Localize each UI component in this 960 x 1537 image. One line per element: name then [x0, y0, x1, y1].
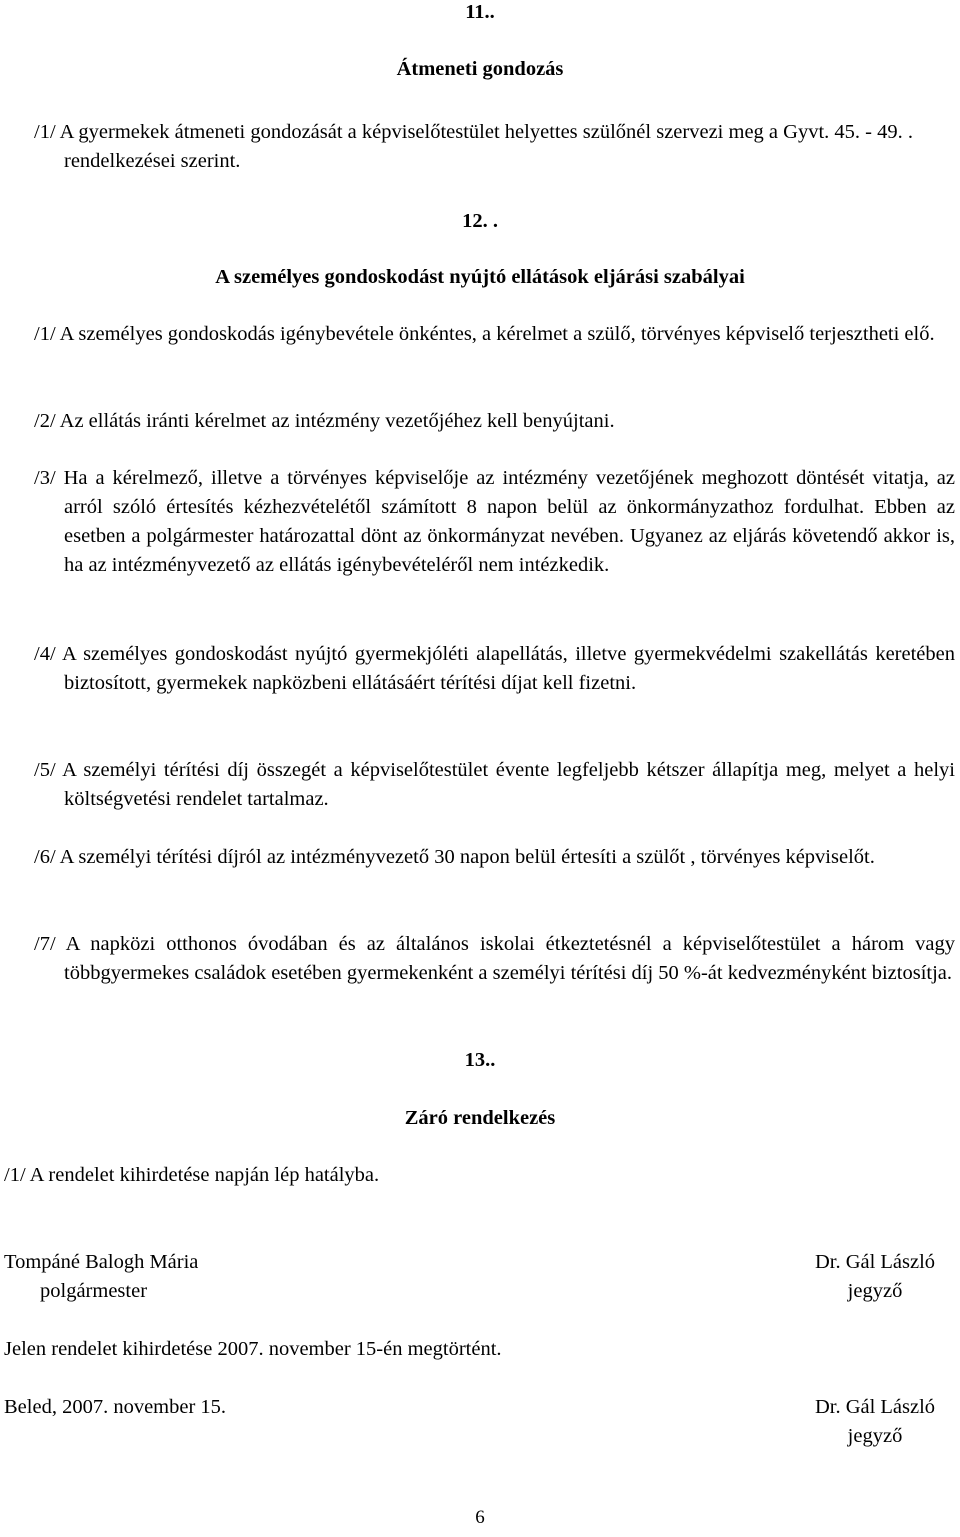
- notary-name: Dr. Gál László: [814, 1251, 936, 1273]
- section-12-paragraph-6: /6/ A személyi térítési díjról az intézményvezető 30 napon belül értesíti a szülőt , törvényes képviselőt.: [34, 846, 875, 868]
- section-13-number: 13..: [464, 1049, 496, 1071]
- section-12-number: 12. .: [462, 210, 498, 232]
- section-12-paragraph-3: /3/ Ha a kérelmező, illetve a törvényes képviselője az intézmény vezetőjének meghozott döntését vitatja, az arról szóló értesítés kézhezvételétől számított 8 napon belül az önkormányzathoz fordulhat. Ebben az esetben a polgármester határozattal dönt az önkormányzat nevében. Ugyanez az eljárás követendő akkor is, ha az intézményvezető az ellátás igénybevételéről nem intézkedik.: [34, 467, 955, 576]
- section-12-title: A személyes gondoskodást nyújtó ellátások eljárási szabályai: [215, 266, 745, 288]
- mayor-role: polgármester: [40, 1280, 148, 1302]
- notary-role: jegyző: [847, 1280, 903, 1302]
- section-12-paragraph-4: /4/ A személyes gondoskodást nyújtó gyermekjóléti alapellátás, illetve gyermekvédelmi szakellátás keretében biztosított, gyermekek napközbeni ellátásáért térítési díjat kell fizetni.: [34, 643, 955, 694]
- place-and-date: Beled, 2007. november 15.: [4, 1396, 227, 1418]
- section-11-number: 11..: [465, 1, 495, 23]
- section-12-paragraph-5: /5/ A személyi térítési díj összegét a képviselőtestület évente legfeljebb kétszer állapítja meg, melyet a helyi költségvetési rendelet tartalmaz.: [34, 759, 955, 810]
- promulgation-statement: Jelen rendelet kihirdetése 2007. november 15-én megtörtént.: [4, 1338, 502, 1360]
- section-12-paragraph-1: /1/ A személyes gondoskodás igénybevétele önkéntes, a kérelmet a szülő, törvényes képviselő terjesztheti elő.: [34, 323, 935, 345]
- section-13-paragraph-1: /1/ A rendelet kihirdetése napján lép hatályba.: [4, 1164, 380, 1186]
- page-number: 6: [475, 1507, 485, 1528]
- section-13-title: Záró rendelkezés: [404, 1107, 556, 1129]
- section-12-paragraph-2: /2/ Az ellátás iránti kérelmet az intézmény vezetőjéhez kell benyújtani.: [34, 410, 615, 432]
- mayor-name: Tompáné Balogh Mária: [4, 1251, 199, 1273]
- section-12-paragraph-7: /7/ A napközi otthonos óvodában és az általános iskolai étkeztetésnél a képviselőtestület a három vagy többgyermekes családok esetében gyermekenként a személyi térítési díj 50 %-át kedvezményként biztosítja.: [34, 933, 955, 984]
- second-notary-role: jegyző: [847, 1425, 903, 1447]
- section-11-title: Átmeneti gondozás: [396, 58, 564, 80]
- section-11-paragraph-1: /1/ A gyermekek átmeneti gondozását a képviselőtestület helyettes szülőnél szervezi meg a Gyvt. 45. - 49. . rendelkezései szerint.: [34, 121, 913, 172]
- second-notary-name: Dr. Gál László: [814, 1396, 936, 1418]
